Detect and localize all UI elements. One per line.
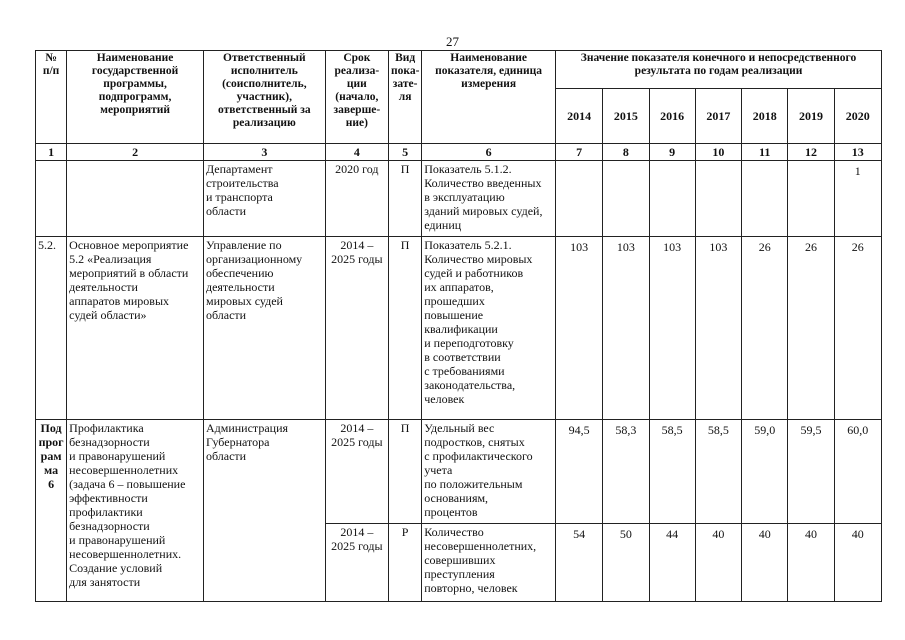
header-year: 2016 <box>649 89 695 144</box>
column-number: 12 <box>788 144 834 161</box>
column-number: 13 <box>834 144 881 161</box>
indicators-table <box>35 50 882 602</box>
row-number: Под прог рам ма 6 <box>36 420 67 602</box>
row-value: 26 <box>742 237 788 420</box>
row-value: 40 <box>742 524 788 602</box>
row-indicator-name: Удельный вес подростков, снятых с профилактического учета по положительным основаниям, процентов <box>422 420 556 524</box>
row-value: 40 <box>834 524 881 602</box>
header-number: № п/п <box>36 51 67 144</box>
row-term: 2014 – 2025 годы <box>325 237 388 420</box>
header-year: 2015 <box>603 89 649 144</box>
row-executor: Департамент строительства и транспорта области <box>203 161 325 237</box>
row-value: 58,5 <box>649 420 695 524</box>
row-value: 26 <box>834 237 881 420</box>
header-executor: Ответственный исполнитель (соисполнитель, участник), ответственный за реализацию <box>203 51 325 144</box>
row-value: 58,5 <box>695 420 741 524</box>
header-year: 2018 <box>742 89 788 144</box>
row-value <box>649 161 695 237</box>
header-year: 2019 <box>788 89 834 144</box>
row-value: 103 <box>649 237 695 420</box>
column-number: 7 <box>556 144 603 161</box>
row-value: 40 <box>695 524 741 602</box>
row-value: 40 <box>788 524 834 602</box>
header-indicator-name: Наименование показателя, единица измерения <box>422 51 556 144</box>
table-row <box>36 420 882 524</box>
row-indicator-name: Показатель 5.1.2. Количество введенных в эксплуатацию зданий мировых судей, единиц <box>422 161 556 237</box>
row-indicator-kind: П <box>389 161 422 237</box>
row-value: 59,0 <box>742 420 788 524</box>
table-row <box>36 161 882 237</box>
header-year: 2014 <box>556 89 603 144</box>
row-indicator-name: Показатель 5.2.1. Количество мировых судей и работников их аппаратов, прошедших повышение квалификации и переподготовку в соответствии с требованиями законодательства, человек <box>422 237 556 420</box>
row-value <box>695 161 741 237</box>
row-indicator-name: Количество несовершеннолетних, совершивших преступления повторно, человек <box>422 524 556 602</box>
row-indicator-kind: П <box>389 237 422 420</box>
column-number: 1 <box>36 144 67 161</box>
row-value: 103 <box>695 237 741 420</box>
header-year: 2017 <box>695 89 741 144</box>
column-number: 9 <box>649 144 695 161</box>
row-program-name <box>67 161 204 237</box>
column-number: 3 <box>203 144 325 161</box>
column-number: 6 <box>422 144 556 161</box>
row-indicator-kind: П <box>389 420 422 524</box>
row-value <box>742 161 788 237</box>
row-value: 58,3 <box>603 420 649 524</box>
row-value <box>788 161 834 237</box>
row-value: 59,5 <box>788 420 834 524</box>
row-value: 103 <box>603 237 649 420</box>
row-value: 103 <box>556 237 603 420</box>
column-number: 11 <box>742 144 788 161</box>
row-value <box>603 161 649 237</box>
column-number: 8 <box>603 144 649 161</box>
row-number <box>36 161 67 237</box>
row-value: 94,5 <box>556 420 603 524</box>
row-value: 54 <box>556 524 603 602</box>
table-row <box>36 237 882 420</box>
row-value: 26 <box>788 237 834 420</box>
header-indicator-kind: Вид пока- зате- ля <box>389 51 422 144</box>
header-year: 2020 <box>834 89 881 144</box>
header-values-group: Значение показателя конечного и непосредственного результата по годам реализации <box>556 51 882 89</box>
page-number: 27 <box>446 34 459 49</box>
row-value: 60,0 <box>834 420 881 524</box>
row-program-name: Основное мероприятие 5.2 «Реализация мероприятий в области деятельности аппаратов мировых судей области» <box>67 237 204 420</box>
row-executor: Управление по организационному обеспечению деятельности мировых судей области <box>203 237 325 420</box>
row-indicator-kind: Р <box>389 524 422 602</box>
row-value: 44 <box>649 524 695 602</box>
row-term: 2014 – 2025 годы <box>325 420 388 524</box>
row-value: 50 <box>603 524 649 602</box>
column-number: 4 <box>325 144 388 161</box>
column-number: 10 <box>695 144 741 161</box>
row-number: 5.2. <box>36 237 67 420</box>
column-number: 5 <box>389 144 422 161</box>
header-term: Срок реализа- ции (начало, заверше- ние) <box>325 51 388 144</box>
row-term: 2020 год <box>325 161 388 237</box>
row-value <box>556 161 603 237</box>
row-term: 2014 – 2025 годы <box>325 524 388 602</box>
row-program-name: Профилактика безнадзорности и правонарушений несовершеннолетних (задача 6 – повышение эффективности профилактики безнадзорности и правонарушений несовершеннолетних. Создание условий для занятости <box>67 420 204 602</box>
row-executor: Администрация Губернатора области <box>203 420 325 602</box>
row-value: 1 <box>834 161 881 237</box>
column-number: 2 <box>67 144 204 161</box>
header-program-name: Наименование государственной программы, подпрограмм, мероприятий <box>67 51 204 144</box>
